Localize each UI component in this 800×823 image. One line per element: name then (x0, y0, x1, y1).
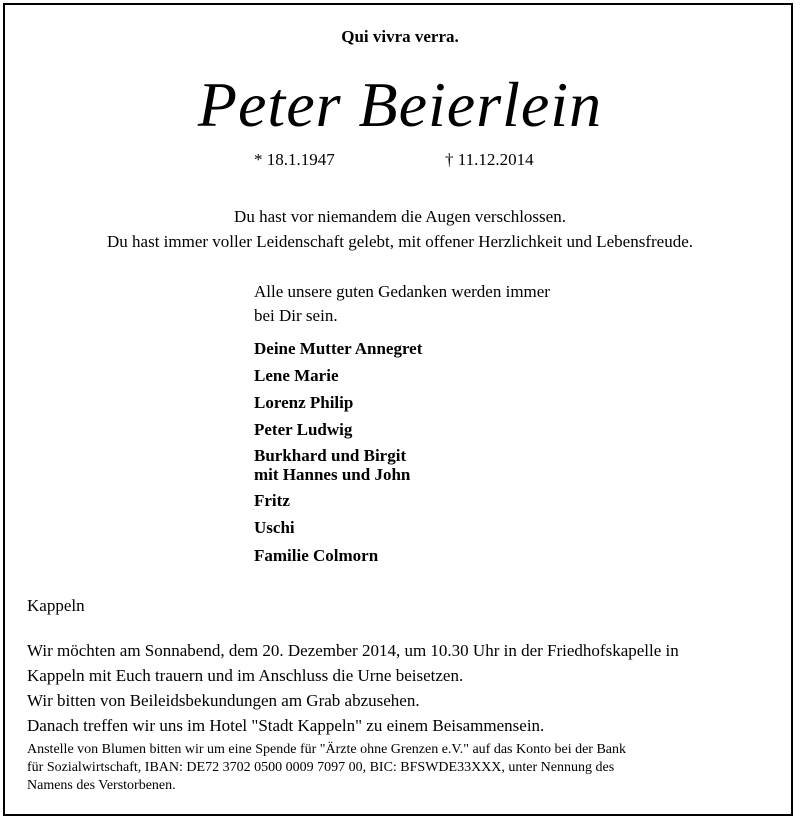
place-name: Kappeln (27, 596, 85, 615)
deceased-name: Peter Beierlein (197, 69, 603, 140)
thoughts-text (254, 280, 550, 328)
motto: Qui vivra verra. (341, 27, 459, 46)
family-member: Peter Ludwig (254, 420, 353, 439)
funeral-notice (27, 638, 679, 738)
donation-note (27, 741, 626, 795)
death-date: † 11.12.2014 (445, 150, 534, 169)
family-member: Fritz (254, 491, 290, 510)
notice-line: Wir bitten von Beileidsbekundungen am Grab abzusehen. (27, 691, 420, 710)
quote-line: Du hast vor niemandem die Augen verschlossen. (234, 207, 566, 226)
notice-line: Danach treffen wir uns im Hotel "Stadt Kappeln" zu einem Beisammensein. (27, 716, 545, 735)
thoughts-line: Alle unsere guten Gedanken werden immer (254, 282, 550, 301)
family-member: mit Hannes und John (254, 465, 411, 484)
family-member: Familie Colmorn (254, 546, 379, 565)
family-member: Deine Mutter Annegret (254, 339, 423, 358)
notice-line: Kappeln mit Euch trauern und im Anschluss die Urne beisetzen. (27, 666, 464, 685)
memorial-quote (0, 204, 800, 254)
donation-line: Namens des Verstorbenen. (27, 778, 176, 793)
quote-line: Du hast immer voller Leidenschaft gelebt, mit offener Herzlichkeit und Lebensfreude. (107, 232, 693, 251)
family-member: Lorenz Philip (254, 393, 354, 412)
family-member: Burkhard und Birgit (254, 446, 407, 465)
family-member: Lene Marie (254, 366, 339, 385)
family-member: Uschi (254, 518, 295, 537)
birth-date: * 18.1.1947 (254, 150, 335, 169)
donation-line: Anstelle von Blumen bitten wir um eine Spende für "Ärzte ohne Grenzen e.V." auf das Konto bei der Bank (27, 742, 627, 757)
thoughts-line: bei Dir sein. (254, 306, 338, 325)
notice-line: Wir möchten am Sonnabend, dem 20. Dezember 2014, um 10.30 Uhr in der Friedhofskapelle in (27, 641, 679, 660)
donation-line: für Sozialwirtschaft, IBAN: DE72 3702 0500 0009 7097 00, BIC: BFSWDE33XXX, unter Nennung des (27, 760, 615, 775)
